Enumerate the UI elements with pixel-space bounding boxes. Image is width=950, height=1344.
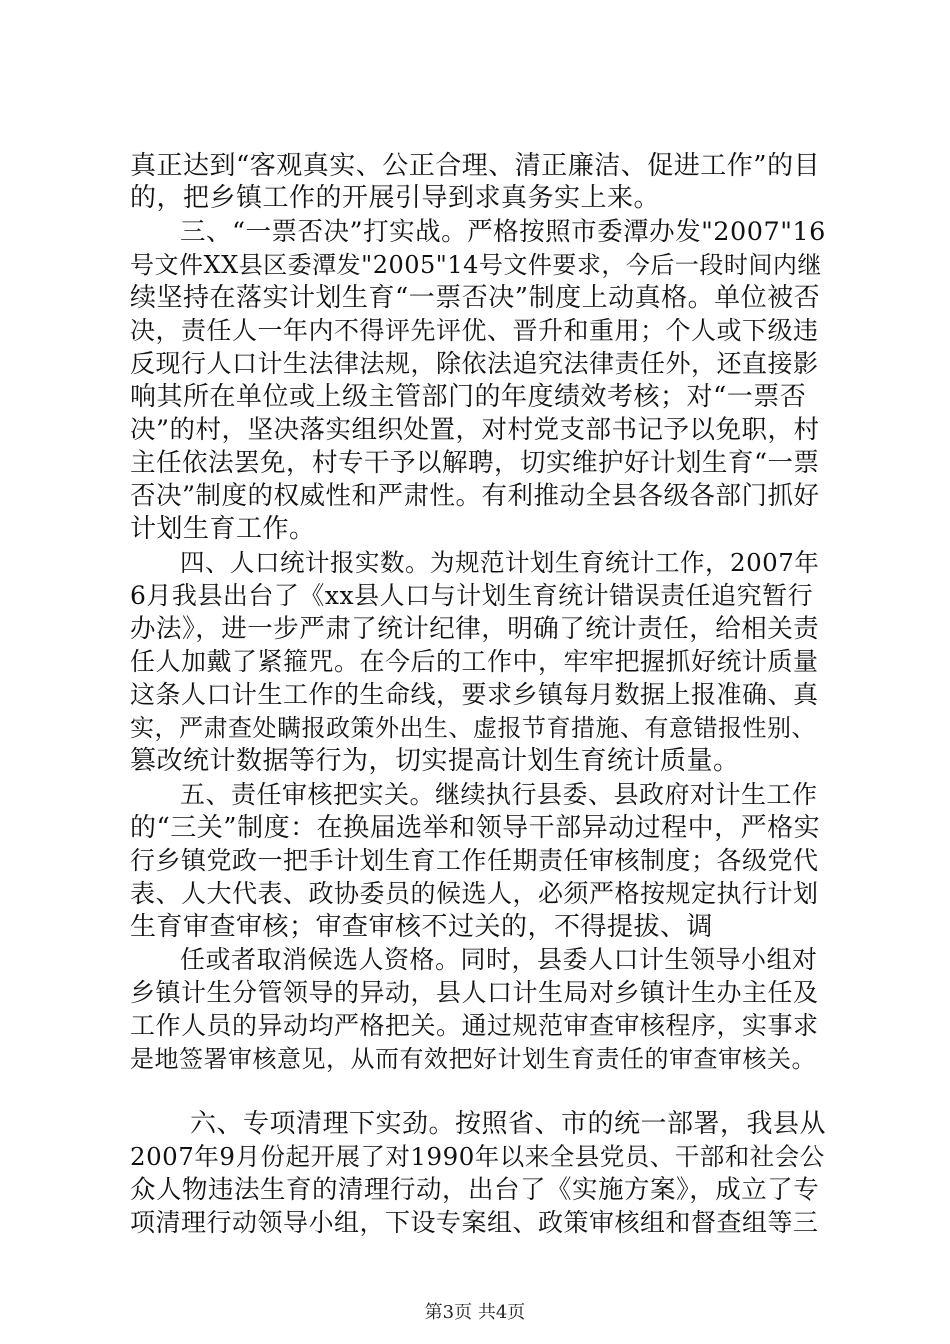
paragraph-line: 四、人口统计报实数。为规范计划生育统计工作，2007年 (180, 548, 820, 577)
paragraph-line: 办法》，进一步严肃了统计纪律，明确了统计责任，给相关责 (130, 614, 820, 644)
paragraph-line: 否决”制度的权威性和严肃性。有利推动全县各级各部门抓好 (130, 481, 820, 511)
paragraph-line: 决”的村，坚决落实组织处置，对村党支部书记予以免职，村 (130, 415, 820, 445)
paragraph-line: 篡改统计数据等行为，切实提高计划生育统计质量。 (130, 746, 740, 776)
paragraph-line: 五、责任审核把实关。继续执行县委、县政府对计生工作 (180, 780, 818, 809)
paragraph-line: 是地签署审核意见，从而有效把好计划生育责任的审查审核关。 (130, 1045, 816, 1073)
paragraph-line: 决，责任人一年内不得评先评优、晋升和重用；个人或下级违 (130, 316, 819, 345)
paragraph-line: 任人加戴了紧箍咒。在今后的工作中，牢牢把握抓好统计质量 (130, 647, 819, 676)
paragraph-line: 的“三关”制度：在换届选举和领导干部异动过程中，严格实 (130, 813, 821, 843)
paragraph-line: 的，把乡镇工作的开展引导到求真务实上来。 (130, 183, 661, 213)
paragraph-line: 这条人口计生工作的生命线，要求乡镇每月数据上报准确、真 (130, 680, 819, 709)
paragraph-line: 号文件XX县区委潭发"2005"14号文件要求，今后一段时间内继 (130, 251, 822, 279)
paragraph-line: 工作人员的异动均严格把关。通过规范审查审核程序，实事求 (130, 1011, 819, 1040)
paragraph-line: 真正达到“客观真实、公正合理、清正廉洁、促进工作”的目 (130, 151, 821, 181)
paragraph-line: 六、专项清理下实劲。按照省、市的统一部署，我县从 (190, 1109, 827, 1139)
paragraph-line: 表、人大代表、政协委员的候选人，必须严格按规定执行计划 (130, 879, 819, 908)
paragraph-line: 主任依法罢免，村专干予以解聘，切实维护好计划生育“一票 (130, 448, 820, 478)
paragraph-line: 生育审查审核；审查审核不过关的，不得提拔、调 (130, 912, 714, 942)
paragraph-line: 续坚持在落实计划生育“一票否决”制度上动真格。单位被否 (130, 283, 821, 313)
paragraph-line: 众人物违法生育的清理行动，出台了《实施方案》，成立了专 (130, 1175, 820, 1205)
paragraph-line: 2007年9月份起开展了对1990年以来全县党员、干部和社会公 (130, 1142, 825, 1171)
paragraph-line: 响其所在单位或上级主管部门的年度绩效考核；对“一票否 (130, 382, 807, 412)
paragraph-line: 实，严肃查处瞒报政策外出生、虚报节育措施、有意错报性别、 (130, 714, 816, 742)
paragraph-line: 三、“一票否决”打实战。严格按照市委潭办发"2007"16 (180, 217, 826, 247)
paragraph-line: 6月我县出台了《xx县人口与计划生育统计错误责任追究暂行 (130, 581, 814, 610)
paragraph-line: 项清理行动领导小组，下设专案组、政策审核组和督查组等三 (130, 1208, 819, 1237)
paragraph-line: 乡镇计生分管领导的异动，县人口计生局对乡镇计生办主任及 (130, 978, 819, 1007)
page-number-footer: 第3页 共4页 (424, 1302, 526, 1323)
paragraph-line: 计划生育工作。 (130, 514, 316, 544)
paragraph-line: 反现行人口计生法律法规，除依法追究法律责任外，还直接影 (130, 349, 819, 378)
paragraph-line: 任或者取消候选人资格。同时，县委人口计生领导小组对 (180, 945, 818, 974)
paragraph-line: 行乡镇党政一把手计划生育工作任期责任审核制度；各级党代 (130, 846, 819, 875)
